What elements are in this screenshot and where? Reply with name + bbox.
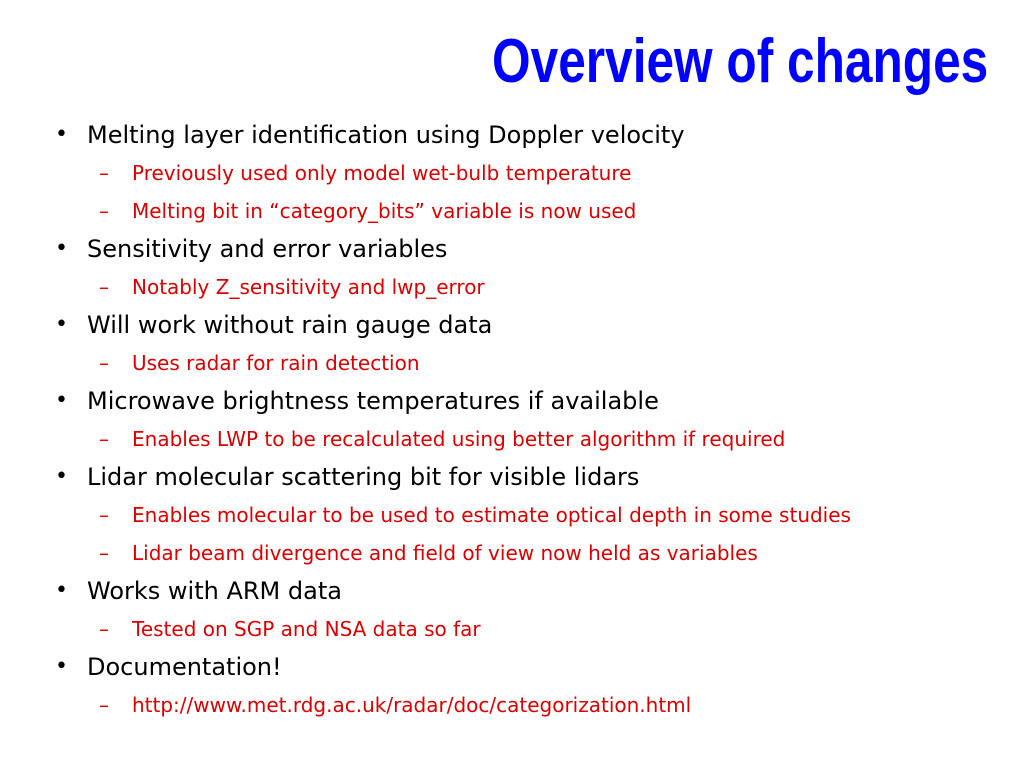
sub-bullet-text: Enables LWP to be recalculated using better algorithm if required [132, 427, 786, 451]
dash-marker: – [99, 427, 109, 451]
sub-bullet-text: Notably Z_sensitivity and lwp_error [132, 275, 485, 299]
bullet-marker: • [55, 654, 68, 679]
sub-bullet-item [0, 686, 1024, 724]
dash-marker: – [99, 503, 109, 527]
slide-title: Overview of changes [491, 27, 988, 96]
bullet-text: Lidar molecular scattering bit for visible lidars [87, 463, 640, 491]
dash-marker: – [99, 617, 109, 641]
bullet-marker: • [55, 236, 68, 261]
sub-bullet-text: Uses radar for rain detection [132, 351, 420, 375]
dash-marker: – [99, 541, 109, 565]
dash-marker: – [99, 693, 109, 717]
sub-bullet-item [0, 534, 1024, 572]
bullet-marker: • [55, 578, 68, 603]
sub-bullet-text: Previously used only model wet-bulb temperature [132, 161, 632, 185]
dash-marker: – [99, 275, 109, 299]
bullet-list [0, 116, 1024, 724]
dash-marker: – [99, 199, 109, 223]
bullet-item [0, 230, 1024, 268]
bullet-item [0, 382, 1024, 420]
sub-bullet-item [0, 268, 1024, 306]
bullet-text: Will work without rain gauge data [87, 311, 493, 339]
bullet-marker: • [55, 464, 68, 489]
sub-bullet-item [0, 610, 1024, 648]
bullet-marker: • [55, 388, 68, 413]
sub-bullet-text: Lidar beam divergence and field of view now held as variables [132, 541, 758, 565]
sub-bullet-text: Melting bit in “category_bits” variable is now used [132, 199, 637, 223]
sub-bullet-text: Enables molecular to be used to estimate optical depth in some studies [132, 503, 851, 527]
bullet-text: Documentation! [87, 653, 282, 681]
sub-bullet-item [0, 344, 1024, 382]
bullet-text: Melting layer identification using Doppler velocity [87, 121, 685, 149]
sub-bullet-item [0, 420, 1024, 458]
sub-bullet-text: Tested on SGP and NSA data so far [132, 617, 481, 641]
dash-marker: – [99, 351, 109, 375]
bullet-item [0, 306, 1024, 344]
bullet-text: Sensitivity and error variables [87, 235, 448, 263]
bullet-marker: • [55, 122, 68, 147]
bullet-text: Microwave brightness temperatures if available [87, 387, 659, 415]
bullet-item [0, 116, 1024, 154]
bullet-text: Works with ARM data [87, 577, 342, 605]
bullet-item [0, 572, 1024, 610]
sub-bullet-item [0, 192, 1024, 230]
sub-bullet-item [0, 154, 1024, 192]
sub-bullet-item [0, 496, 1024, 534]
bullet-item [0, 648, 1024, 686]
dash-marker: – [99, 161, 109, 185]
sub-bullet-text: http://www.met.rdg.ac.uk/radar/doc/categorization.html [132, 693, 692, 717]
bullet-marker: • [55, 312, 68, 337]
bullet-item [0, 458, 1024, 496]
